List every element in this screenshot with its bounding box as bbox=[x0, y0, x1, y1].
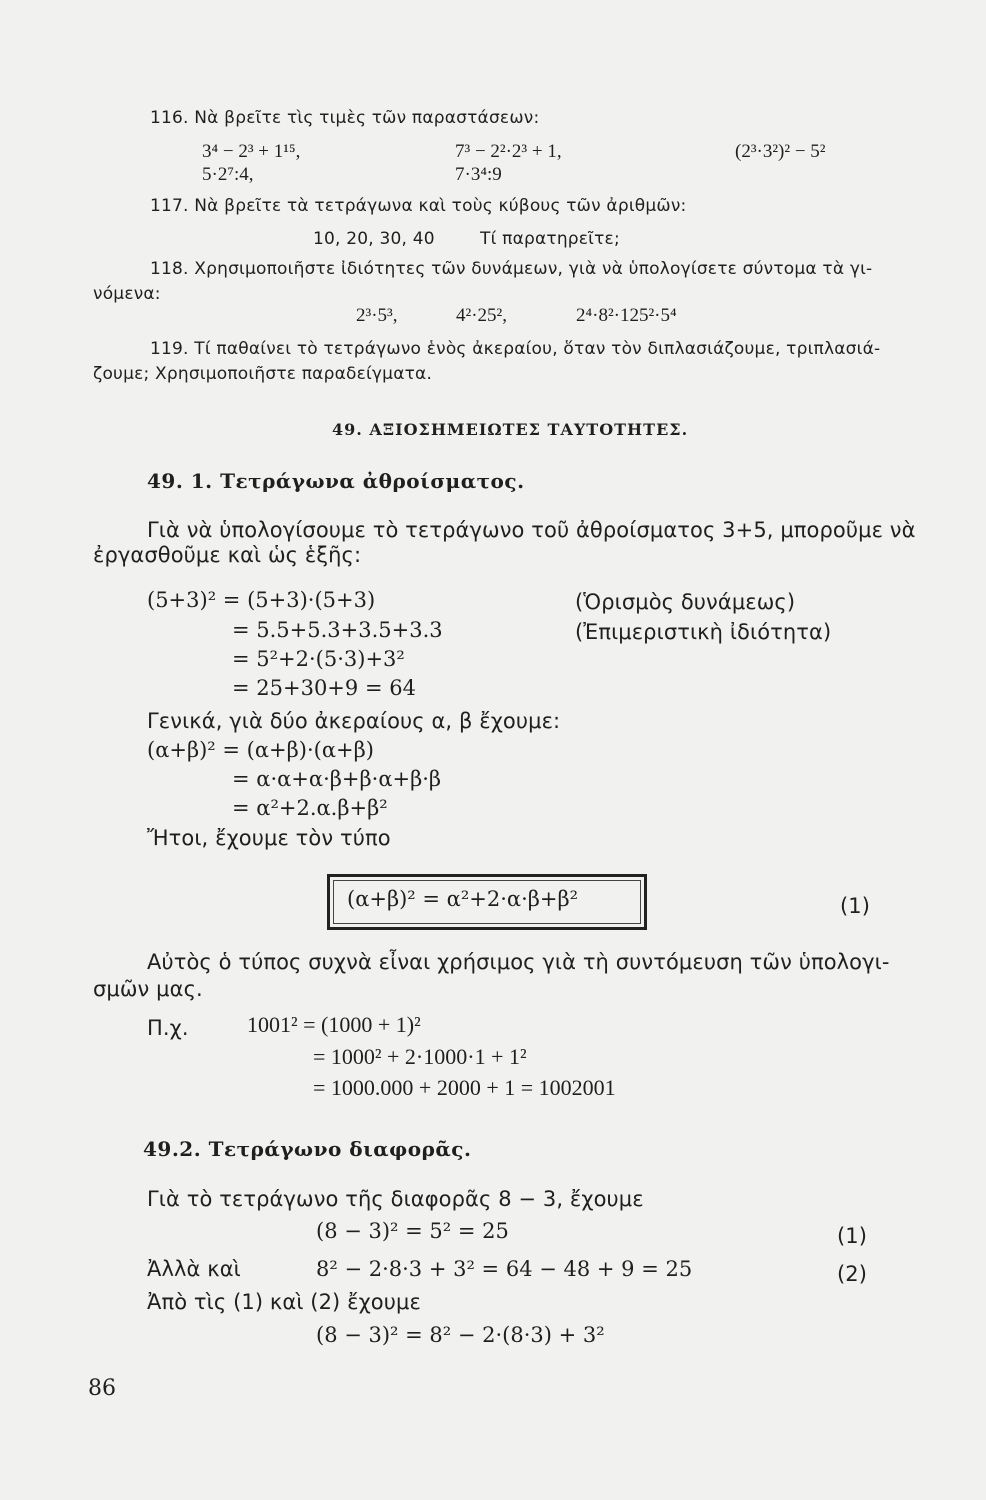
useful-line-1: Αὐτὸς ὁ τύπος συχνὰ εἶναι χρήσιμος γιὰ τὴ συντόμευση τῶν ὑπολογι- bbox=[147, 950, 890, 974]
difference-intro: Γιὰ τὸ τετράγωνο τῆς διαφορᾶς 8 − 3, ἔχουμε bbox=[147, 1187, 644, 1211]
difference-line-1: (8 − 3)² = 5² = 25 bbox=[316, 1219, 509, 1243]
hence-line: Ἤτοι, ἔχουμε τὸν τύπο bbox=[147, 826, 391, 850]
boxed-formula: (α+β)² = α²+2·α·β+β² bbox=[347, 887, 579, 911]
example-line-1: 1001² = (1000 + 1)² bbox=[247, 1012, 421, 1037]
calc-line-1: (5+3)² = (5+3)·(5+3) bbox=[147, 588, 376, 612]
exercise-119-line-2: ζουμε; Χρησιμοποιῆστε παραδείγματα. bbox=[93, 364, 433, 384]
formula-label: (1) bbox=[840, 894, 871, 918]
calc-line-2: = 5.5+5.3+3.5+3.3 bbox=[232, 618, 443, 642]
exercise-119-line-1: 119. Τί παθαίνει τὸ τετράγωνο ἑνὸς ἀκεραίου, ὅταν τὸν διπλασιάζουμε, τριπλασιά- bbox=[150, 339, 881, 359]
from-text: Ἀπὸ τὶς (1) καὶ (2) ἔχουμε bbox=[147, 1290, 421, 1314]
subsection-heading-49-1: 49. 1. Τετράγωνα ἀθροίσματος. bbox=[147, 469, 525, 493]
intro-line-1: Γιὰ νὰ ὑπολογίσουμε τὸ τετράγωνο τοῦ ἀθροίσματος 3+5, μποροῦμε νὰ bbox=[147, 518, 916, 542]
exercise-116-expr-3: (2³·3²)² − 5² bbox=[735, 141, 826, 162]
exercise-117-numbers: 10, 20, 30, 40 bbox=[313, 229, 435, 249]
exercise-118-expr-2: 4²·25², bbox=[456, 305, 507, 326]
exercise-116: 116. Νὰ βρεῖτε τὶς τιμὲς τῶν παραστάσεων: bbox=[150, 108, 540, 128]
exercise-116-expr-1: 3⁴ − 2³ + 1¹⁵, bbox=[202, 141, 301, 162]
difference-line-3: (8 − 3)² = 8² − 2·(8·3) + 3² bbox=[316, 1323, 605, 1347]
example-line-3: = 1000.000 + 2000 + 1 = 1002001 bbox=[313, 1075, 616, 1100]
calc-note-1: (Ὁρισμὸς δυνάμεως) bbox=[575, 590, 796, 614]
exercise-118-expr-1: 2³·5³, bbox=[356, 305, 398, 326]
general-line-3: = α²+2.α.β+β² bbox=[232, 796, 388, 820]
also-text: Ἀλλὰ καὶ bbox=[147, 1257, 241, 1281]
general-line-1: (α+β)² = (α+β)·(α+β) bbox=[147, 738, 374, 762]
exercise-118-line-2: νόμενα: bbox=[93, 284, 161, 304]
calc-note-2: (Ἐπιμεριστικὴ ἰδιότητα) bbox=[575, 620, 832, 644]
example-label: Π.χ. bbox=[147, 1016, 189, 1040]
exercise-118-expr-3: 2⁴·8²·125²·5⁴ bbox=[576, 305, 677, 326]
general-line-2: = α·α+α·β+β·α+β·β bbox=[232, 767, 442, 791]
general-statement: Γενικά, γιὰ δύο ἀκεραίους α, β ἔχουμε: bbox=[147, 709, 561, 733]
difference-line-2: 8² − 2·8·3 + 3² = 64 − 48 + 9 = 25 bbox=[316, 1257, 693, 1281]
section-heading: 49. ΑΞΙΟΣΗΜΕΙΩΤΕΣ ΤΑΥΤΟΤΗΤΕΣ. bbox=[332, 420, 689, 439]
subsection-heading-49-2: 49.2. Τετράγωνο διαφορᾶς. bbox=[143, 1137, 472, 1161]
exercise-116-expr-4: 5·2⁷:4, bbox=[202, 164, 254, 185]
page-number: 86 bbox=[88, 1376, 116, 1401]
exercise-116-expr-2: 7³ − 2²·2³ + 1, bbox=[455, 141, 562, 162]
exercise-117-question: Τί παρατηρεῖτε; bbox=[480, 229, 620, 249]
intro-line-2: ἐργασθοῦμε καὶ ὡς ἑξῆς: bbox=[93, 543, 362, 567]
exercise-117: 117. Νὰ βρεῖτε τὰ τετράγωνα καὶ τοὺς κύβους τῶν ἀριθμῶν: bbox=[150, 196, 687, 216]
useful-line-2: σμῶν μας. bbox=[93, 977, 203, 1001]
calc-line-3: = 5²+2·(5·3)+3² bbox=[232, 647, 405, 671]
difference-label-2: (2) bbox=[837, 1262, 868, 1286]
exercise-118-line-1: 118. Χρησιμοποιῆστε ἰδιότητες τῶν δυνάμεων, γιὰ νὰ ὑπολογίσετε σύντομα τὰ γι- bbox=[150, 259, 873, 279]
example-line-2: = 1000² + 2·1000·1 + 1² bbox=[313, 1044, 527, 1069]
exercise-116-expr-5: 7·3⁴:9 bbox=[455, 164, 502, 185]
difference-label-1: (1) bbox=[837, 1224, 868, 1248]
calc-line-4: = 25+30+9 = 64 bbox=[232, 676, 416, 700]
